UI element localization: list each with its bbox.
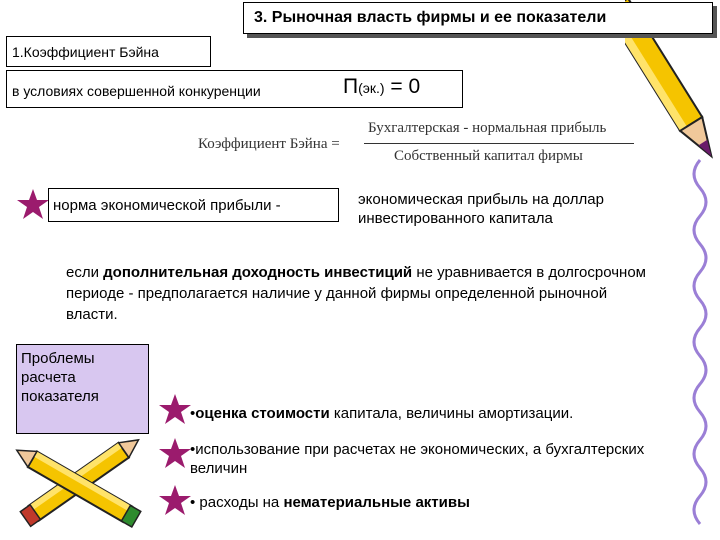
star-icon <box>158 437 192 471</box>
bain-coefficient-label: 1.Коэффициент Бэйна <box>12 44 159 60</box>
norm-economic-profit-box <box>48 188 339 222</box>
star-icon <box>158 484 192 518</box>
bullet-capital-valuation: •оценка стоимости капитала, величины амортизации. <box>190 405 574 422</box>
formula-lhs: Коэффициент Бэйна = <box>198 136 340 152</box>
bullet-accounting-values: •использование при расчетах не экономических, а бухгалтерских величин <box>190 441 645 477</box>
perfect-competition-text: в условиях совершенной конкуренции <box>12 83 261 99</box>
problems-box <box>16 344 149 434</box>
fraction-line <box>364 143 634 144</box>
formula-denominator: Собственный капитал фирмы <box>394 148 583 164</box>
bain-coefficient-label-box <box>6 36 211 67</box>
star-icon <box>16 188 50 222</box>
page-title: 3. Рыночная власть фирмы и ее показатели <box>254 9 607 26</box>
market-power-paragraph: если дополнительная доходность инвестиций не уравнивается в долгосрочном периоде - предполагается наличие у данной фирмы определенной рыночной власти. <box>66 264 646 323</box>
profit-formula: П(эк.) = 0 <box>343 75 421 98</box>
pencil-icon <box>6 430 156 540</box>
star-icon <box>158 393 192 427</box>
economic-profit-definition: экономическая прибыль на доллар инвестированного капитала <box>358 191 604 227</box>
title-box <box>243 2 713 34</box>
formula-numerator: Бухгалтерская - нормальная прибыль <box>368 120 607 136</box>
perfect-competition-box <box>6 70 463 108</box>
problems-label: Проблемы расчета показателя <box>21 350 99 405</box>
bullet-intangible-assets: • расходы на нематериальные активы <box>190 494 470 511</box>
norm-economic-profit-label: норма экономической прибыли - <box>53 197 281 214</box>
